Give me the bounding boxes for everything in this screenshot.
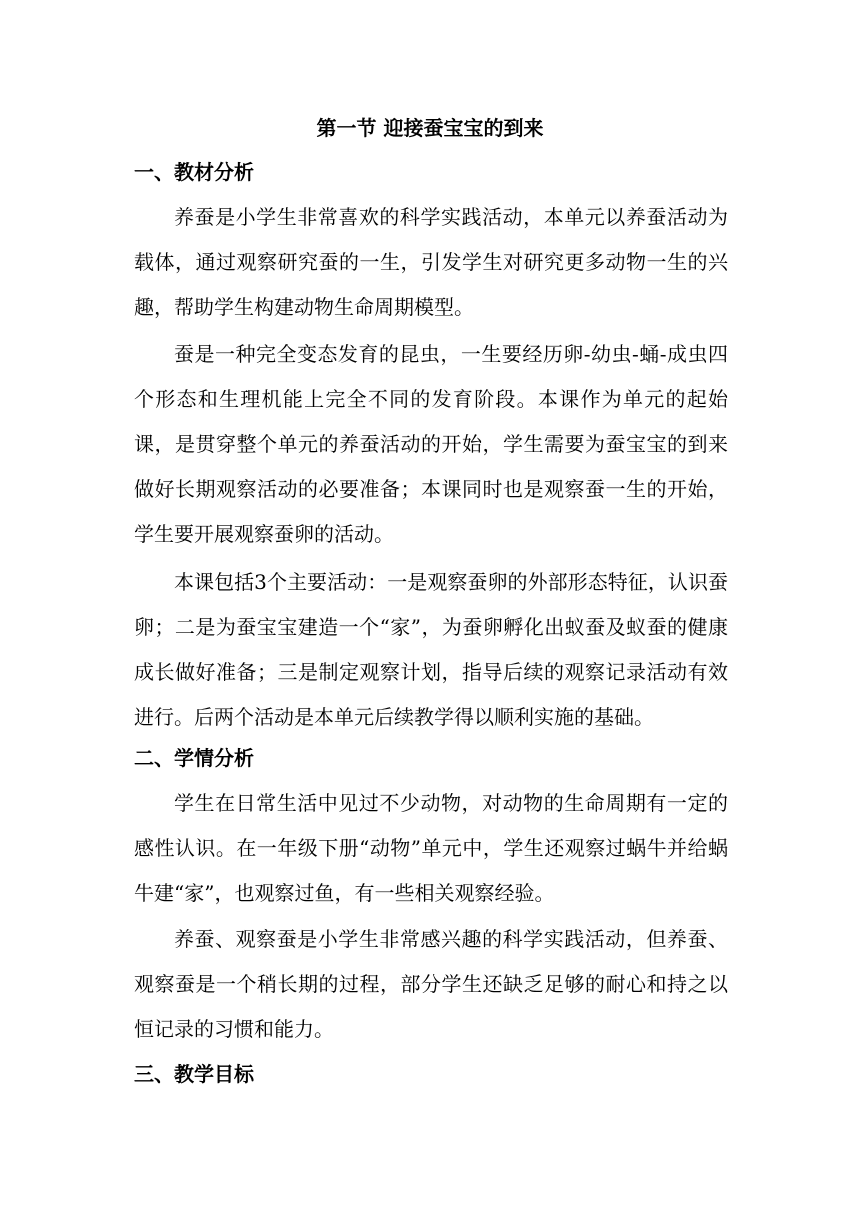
section-heading-teaching-goals: 三、教学目标 bbox=[134, 1062, 254, 1086]
paragraph: 蚕是一种完全变态发育的昆虫，一生要经历卵-幼虫-蛹-成虫四个形态和生理机能上完全不同的发育阶段。本课作为单元的起始课，是贯穿整个单元的养蚕活动的开始，学生需要为蚕宝宝的到来做好长期观察活动的必要准备；本课同时也是观察蚕一生的开始，学生要开展观察蚕卵的活动。 bbox=[134, 342, 728, 546]
section-heading-student-analysis: 二、学情分析 bbox=[134, 746, 254, 770]
paragraph: 养蚕、观察蚕是小学生非常感兴趣的科学实践活动，但养蚕、观察蚕是一个稍长期的过程，部分学生还缺乏足够的耐心和持之以恒记录的习惯和能力。 bbox=[134, 927, 728, 1041]
paragraph: 养蚕是小学生非常喜欢的科学实践活动，本单元以养蚕活动为载体，通过观察研究蚕的一生，引发学生对研究更多动物一生的兴趣，帮助学生构建动物生命周期模型。 bbox=[134, 205, 728, 319]
paragraph: 学生在日常生活中见过不少动物，对动物的生命周期有一定的感性认识。在一年级下册“动物”单元中，学生还观察过蜗牛并给蜗牛建“家”，也观察过鱼，有一些相关观察经验。 bbox=[134, 791, 728, 905]
section-heading-textbook-analysis: 一、教材分析 bbox=[134, 160, 254, 184]
page-title: 第一节 迎接蚕宝宝的到来 bbox=[316, 116, 544, 140]
paragraph: 本课包括3个主要活动：一是观察蚕卵的外部形态特征，认识蚕卵；二是为蚕宝宝建造一个“家”，为蚕卵孵化出蚁蚕及蚁蚕的健康成长做好准备；三是制定观察计划，指导后续的观察记录活动有效进行。后两个活动是本单元后续教学得以顺利实施的基础。 bbox=[134, 570, 728, 729]
